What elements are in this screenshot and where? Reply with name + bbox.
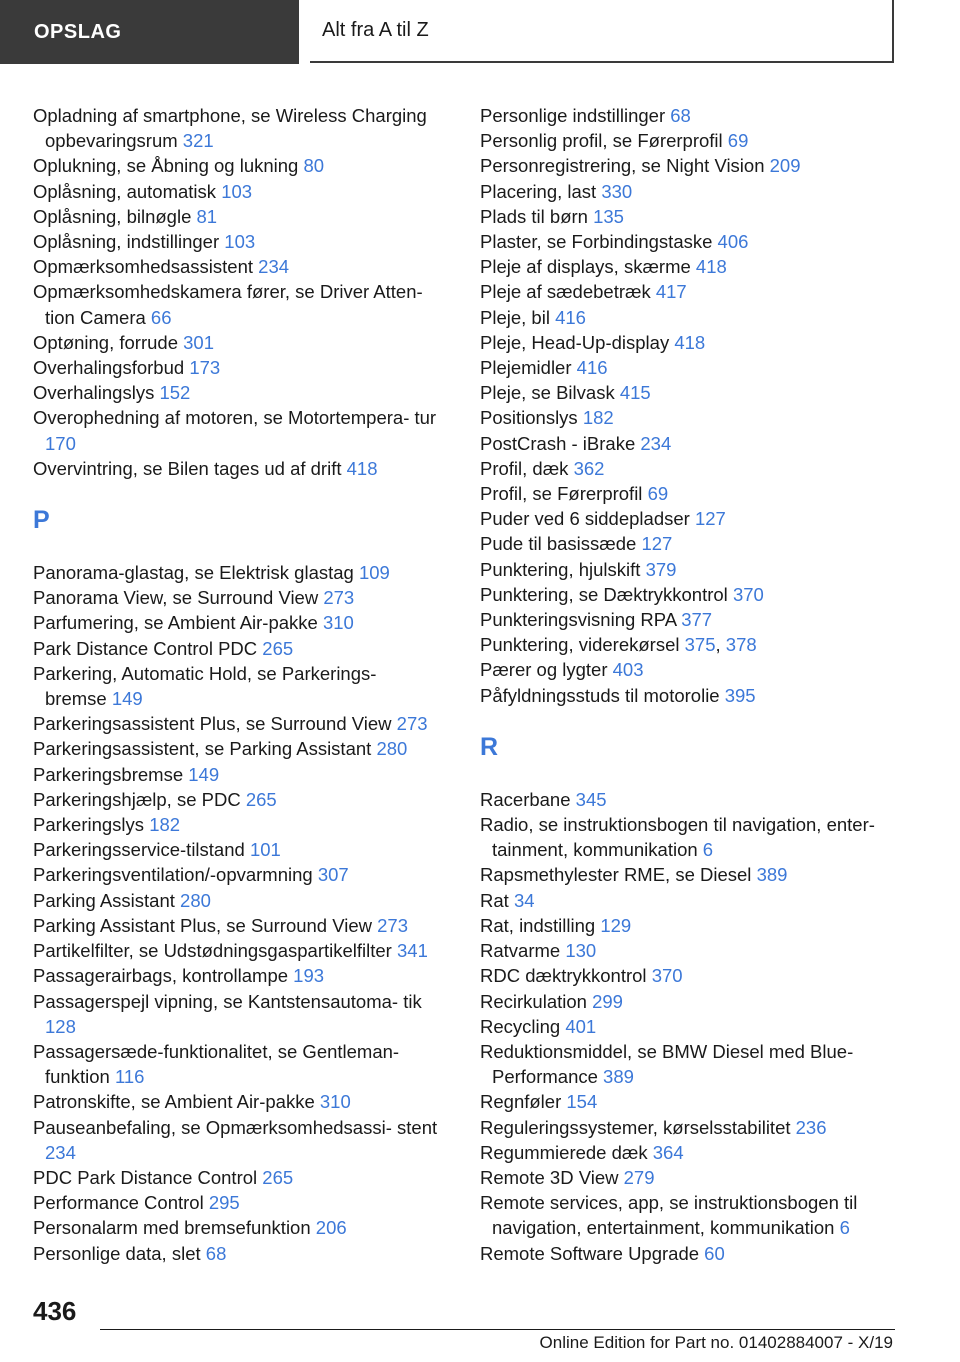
chapter-header <box>310 0 894 63</box>
index-entry-text: Personregistrering, se Night Vision <box>480 155 765 177</box>
page-reference-link[interactable]: 127 <box>641 533 673 555</box>
index-entry <box>480 787 895 812</box>
page-reference-link[interactable]: 377 <box>681 609 713 631</box>
page-number: 436 <box>33 1296 77 1326</box>
index-entry-text: Oplukning, se Åbning og lukning <box>33 155 299 177</box>
section-tab <box>0 0 299 64</box>
index-entry <box>480 355 895 380</box>
page-reference-link[interactable]: 395 <box>724 684 756 706</box>
page-reference-link[interactable]: 103 <box>221 180 253 202</box>
index-entry-text: Punktering, se Dæktrykkontrol <box>480 583 728 605</box>
index-entry-text: Parfumering, se Ambient Air-pakke <box>33 612 318 634</box>
index-entry <box>33 179 443 204</box>
page-reference-link[interactable]: 130 <box>565 940 597 962</box>
page-reference-link[interactable]: 279 <box>623 1166 655 1188</box>
index-column-left <box>33 103 443 1266</box>
index-entry <box>480 888 895 913</box>
index-entry-text: Regummierede dæk <box>480 1141 648 1163</box>
index-entry-text: Punkteringsvisning RPA <box>480 609 677 631</box>
index-entry-text: Pauseanbefaling, se Opmærksomhedsassi‐ stent <box>33 1116 438 1138</box>
index-entry-text: Panorama-glastag, se Elektrisk glastag <box>33 562 354 584</box>
page-reference-link[interactable]: 68 <box>670 105 691 126</box>
page-reference-link[interactable]: 307 <box>317 864 349 886</box>
index-entry-text: Ratvarme <box>480 940 561 962</box>
page-reference-link[interactable]: 34 <box>513 889 535 911</box>
index-entry-text: Pleje af displays, skærme <box>480 256 691 278</box>
page-reference-link[interactable]: 69 <box>647 483 669 505</box>
index-entry <box>480 657 895 682</box>
index-entry <box>33 279 443 329</box>
index-entry-text: Pleje af sædebetræk <box>480 281 651 303</box>
page-reference-link[interactable]: 330 <box>601 180 633 202</box>
index-entry <box>33 585 443 610</box>
index-entry <box>33 229 443 254</box>
index-entry <box>480 506 895 531</box>
index-entry-text: Oplåsning, bilnøgle <box>33 205 192 227</box>
index-entry-text: Regnføler <box>480 1091 562 1113</box>
index-entry <box>33 963 443 988</box>
index-entry <box>480 913 895 938</box>
index-entry-text: Plejemidler <box>480 357 572 379</box>
page-reference-link[interactable]: 66 <box>150 306 172 328</box>
index-entry <box>33 989 443 1039</box>
index-entry-text: RDC dæktrykkontrol <box>480 965 647 987</box>
index-entry <box>480 153 895 178</box>
index-entry <box>33 736 443 761</box>
index-entry <box>33 560 443 585</box>
index-entry-text: Rat, indstilling <box>480 914 596 936</box>
index-entry <box>480 1165 895 1190</box>
index-entry <box>480 456 895 481</box>
index-entry <box>33 1089 443 1114</box>
index-entry-text: Recycling <box>480 1015 561 1037</box>
index-entry-text: Parking Assistant Plus, se Surround View <box>33 914 372 936</box>
index-entry-text: Parking Assistant <box>33 889 175 911</box>
index-entry <box>480 557 895 582</box>
index-entry-text: Radio, se instruktionsbogen til navigation, enter‐ tainment, kommunikation <box>480 814 875 861</box>
index-entry <box>33 1165 443 1190</box>
index-entry <box>480 1039 895 1089</box>
index-entry <box>33 103 443 153</box>
page-reference-link[interactable]: 265 <box>262 637 294 659</box>
index-entry-text: PostCrash - iBrake <box>480 432 636 454</box>
page-reference-link[interactable]: 128 <box>45 1015 76 1037</box>
page-reference-link[interactable]: 6 <box>702 839 714 861</box>
page-reference-link[interactable]: 310 <box>322 612 354 634</box>
page-reference-link[interactable]: 401 <box>565 1015 597 1037</box>
index-entry-text: Parkeringslys <box>33 814 145 836</box>
index-entry <box>480 1190 895 1240</box>
index-entry <box>33 862 443 887</box>
page-reference-link[interactable]: 103 <box>224 231 256 253</box>
index-entry-text: Profil, se Førerprofil <box>480 483 643 505</box>
index-entry-text: Pleje, bil <box>480 306 550 328</box>
index-entry <box>480 229 895 254</box>
index-entry-text: Rat <box>480 889 509 911</box>
page-reference-link[interactable]: 375 <box>684 634 716 656</box>
page-separator: , <box>715 634 721 656</box>
page-reference-link[interactable]: 418 <box>695 256 727 278</box>
index-entry <box>33 762 443 787</box>
index-entry <box>33 888 443 913</box>
page-reference-link[interactable]: 109 <box>358 562 390 584</box>
page-reference-link[interactable]: 154 <box>566 1091 598 1113</box>
index-entry-text: Passagersæde-funktionalitet, se Gentleman‐ funktion <box>33 1040 400 1088</box>
page-reference-link[interactable]: 81 <box>196 205 218 227</box>
page-reference-link[interactable]: 6 <box>839 1217 850 1239</box>
index-entry-text: Plaster, se Forbindingstaske <box>480 231 713 253</box>
index-entry <box>480 963 895 988</box>
page-reference-link[interactable]: 173 <box>189 357 221 379</box>
page-reference-link[interactable]: 389 <box>603 1066 634 1088</box>
index-entry-text: Personlige indstillinger <box>480 105 666 126</box>
index-entry-text: Positionslys <box>480 407 578 429</box>
index-entry <box>480 431 895 456</box>
index-entry <box>33 913 443 938</box>
index-entry-text: Partikelfilter, se Udstødningsgaspartikelfilter <box>33 940 392 962</box>
index-entry <box>33 330 443 355</box>
index-entry-text: Pude til basissæde <box>480 533 637 555</box>
index-entry-text: Oplåsning, indstillinger <box>33 231 220 253</box>
index-entry-text: Placering, last <box>480 180 597 202</box>
page-reference-link[interactable]: 193 <box>293 965 325 987</box>
page-reference-link[interactable]: 149 <box>111 688 143 710</box>
index-entry <box>33 380 443 405</box>
index-entry <box>33 837 443 862</box>
index-entry-text: Profil, dæk <box>480 457 569 479</box>
index-entry <box>480 1014 895 1039</box>
index-entry-text: Opladning af smartphone, se Wireless Charging opbevaringsrum <box>33 105 427 152</box>
index-entry-text: Plads til børn <box>480 205 588 227</box>
index-section-letter: R <box>480 732 499 761</box>
index-entry <box>480 405 895 430</box>
page-reference-link[interactable]: 310 <box>319 1091 351 1113</box>
index-entry-text: Personlig profil, se Førerprofil <box>480 130 723 152</box>
page-reference-link[interactable]: 364 <box>652 1141 684 1163</box>
index-entry-text: Passagerairbags, kontrollampe <box>33 965 289 987</box>
index-entry-text: Optøning, forrude <box>33 331 178 353</box>
index-entry-text: Pleje, Head-Up-display <box>480 331 670 353</box>
index-entry-text: Overophedning af motoren, se Motortempera‐ tur <box>33 407 437 429</box>
index-entry <box>33 812 443 837</box>
index-entry <box>480 683 895 708</box>
page-reference-link[interactable]: 418 <box>674 331 706 353</box>
footer-divider <box>100 1329 895 1330</box>
index-column-right <box>480 103 895 1266</box>
index-entry <box>33 1241 443 1266</box>
page-reference-link[interactable]: 80 <box>303 155 325 177</box>
page-reference-link[interactable]: 135 <box>593 205 624 227</box>
index-entry <box>33 1215 443 1240</box>
page-reference-link[interactable]: 379 <box>645 558 677 580</box>
page-reference-link[interactable]: 362 <box>573 457 605 479</box>
index-entry-text: Punktering, viderekørsel <box>480 634 680 656</box>
page-reference-link[interactable]: 301 <box>183 331 215 353</box>
page-reference-link[interactable]: 345 <box>575 788 607 810</box>
index-entry-text: Parkeringsbremse <box>33 763 184 785</box>
index-entry-text: Oplåsning, automatisk <box>33 180 217 202</box>
page-reference-link[interactable]: 299 <box>592 990 623 1012</box>
page-reference-link[interactable]: 321 <box>182 130 214 152</box>
index-entry <box>480 279 895 304</box>
index-entry <box>33 355 443 380</box>
index-entry <box>480 607 895 632</box>
index-entry-text: Park Distance Control PDC <box>33 637 258 659</box>
index-entry <box>33 1115 443 1165</box>
index-entry-text: Pleje, se Bilvask <box>480 382 615 404</box>
index-entry <box>33 711 443 736</box>
page-reference-link[interactable]: 206 <box>315 1217 347 1239</box>
index-entry-text: Parkeringsventilation/-opvarmning <box>33 864 313 886</box>
index-entry <box>480 103 895 128</box>
index-entry <box>480 1241 895 1266</box>
page-reference-link[interactable]: 378 <box>725 634 757 656</box>
index-entry-text: Parkeringsassistent Plus, se Surround View <box>33 713 392 735</box>
page-reference-link[interactable]: 273 <box>396 713 428 735</box>
index-entry <box>480 531 895 556</box>
page-reference-link[interactable]: 370 <box>651 965 683 987</box>
index-entry <box>480 204 895 229</box>
index-entry <box>33 938 443 963</box>
page-reference-link[interactable]: 415 <box>619 382 651 404</box>
index-entry-text: Parkeringsassistent, se Parking Assistant <box>33 738 372 760</box>
page-reference-link[interactable]: 406 <box>717 231 749 253</box>
index-entry-text: Patronskifte, se Ambient Air-pakke <box>33 1091 315 1113</box>
page-reference-link[interactable]: 295 <box>208 1192 240 1214</box>
index-entry <box>33 636 443 661</box>
index-entry-text: PDC Park Distance Control <box>33 1166 258 1188</box>
page-reference-link[interactable]: 370 <box>732 583 764 605</box>
index-entry <box>33 254 443 279</box>
page-reference-link[interactable]: 265 <box>262 1166 294 1188</box>
page-reference-link[interactable]: 182 <box>582 407 614 429</box>
index-entry <box>480 305 895 330</box>
index-entry <box>480 128 895 153</box>
page-reference-link[interactable]: 234 <box>258 256 290 278</box>
index-entry <box>480 1115 895 1140</box>
index-entry-text: Remote 3D View <box>480 1166 619 1188</box>
index-entry-text: Parkering, Automatic Hold, se Parkerings‐ bremse <box>33 662 377 710</box>
section-label: OPSLAG <box>34 20 122 43</box>
index-entry <box>480 938 895 963</box>
index-entry-text: Puder ved 6 siddepladser <box>480 508 690 530</box>
index-entry <box>33 405 443 455</box>
page-reference-link[interactable]: 416 <box>576 357 608 379</box>
page-reference-link[interactable]: 69 <box>727 130 749 152</box>
page-reference-link[interactable]: 418 <box>346 457 378 479</box>
page-reference-link[interactable]: 280 <box>180 889 211 911</box>
index-entry-text: Punktering, hjulskift <box>480 558 641 580</box>
page-reference-link[interactable]: 101 <box>249 839 281 861</box>
index-entry-text: Personlige data, slet <box>33 1242 201 1264</box>
page-reference-link[interactable]: 389 <box>756 864 788 886</box>
index-entry <box>480 989 895 1014</box>
index-entry-text: Overhalingslys <box>33 382 155 404</box>
page-reference-link[interactable]: 68 <box>205 1242 227 1264</box>
index-entry-text: Overvintring, se Bilen tages ud af drift <box>33 457 342 479</box>
index-section-letter: P <box>33 506 50 535</box>
index-entry-text: Reduktionsmiddel, se BMW Diesel med Blue‐ Performance <box>480 1040 854 1088</box>
page-reference-link[interactable]: 280 <box>376 738 408 760</box>
index-entry <box>480 330 895 355</box>
page-reference-link[interactable]: 149 <box>188 763 220 785</box>
page-reference-link[interactable]: 152 <box>159 382 191 404</box>
index-entry <box>33 610 443 635</box>
index-entry-text: Parkeringsservice-tilstand <box>33 839 245 861</box>
page-reference-link[interactable]: 116 <box>114 1066 145 1088</box>
index-entry <box>480 862 895 887</box>
index-entry <box>33 204 443 229</box>
edition-note: Online Edition for Part no. 01402884007 - X/19 <box>539 1333 893 1352</box>
page-reference-link[interactable]: 273 <box>377 914 409 936</box>
index-entry <box>33 456 443 481</box>
page-reference-link[interactable]: 273 <box>323 587 355 609</box>
page-reference-link[interactable]: 209 <box>769 155 801 177</box>
index-entry <box>480 254 895 279</box>
index-entry <box>480 1089 895 1114</box>
index-entry-text: Passagerspejl vipning, se Kantstensautoma‐ tik <box>33 990 422 1012</box>
page-reference-link[interactable]: 234 <box>640 432 672 454</box>
index-entry-text: Recirkulation <box>480 990 587 1012</box>
index-entry <box>480 380 895 405</box>
page-reference-link[interactable]: 341 <box>397 940 428 962</box>
index-entry <box>33 661 443 711</box>
index-entry <box>480 582 895 607</box>
index-entry-text: Opmærksomhedsassistent <box>33 256 254 278</box>
index-entry-text: Påfyldningsstuds til motorolie <box>480 684 720 706</box>
index-entry-text: Pærer og lygter <box>480 659 608 681</box>
index-entry-text: Racerbane <box>480 788 571 810</box>
index-entry <box>480 179 895 204</box>
index-entry <box>480 1140 895 1165</box>
index-entry <box>33 153 443 178</box>
chapter-title: Alt fra A til Z <box>322 19 429 41</box>
index-entry-text: Panorama View, se Surround View <box>33 587 319 609</box>
index-entry-text: Remote services, app, se instruktionsbogen til navigation, entertainment, kommunikation <box>480 1192 858 1239</box>
index-entry <box>33 1190 443 1215</box>
index-entry-text: Rapsmethylester RME, se Diesel <box>480 864 752 886</box>
page-reference-link[interactable]: 127 <box>694 508 726 530</box>
page-reference-link[interactable]: 416 <box>555 306 586 328</box>
index-entry-text: Opmærksomhedskamera fører, se Driver Atten‐ tion Camera <box>33 281 423 328</box>
index-entry <box>480 632 895 657</box>
page-reference-link[interactable]: 60 <box>704 1242 725 1264</box>
page-reference-link[interactable]: 403 <box>612 659 644 681</box>
index-entry-text: Remote Software Upgrade <box>480 1242 700 1264</box>
page-reference-link[interactable]: 170 <box>45 432 76 454</box>
page-reference-link[interactable]: 234 <box>45 1141 76 1163</box>
index-entry-text: Overhalingsforbud <box>33 357 185 379</box>
index-entry-text: Personalarm med bremsefunktion <box>33 1217 311 1239</box>
page-reference-link[interactable]: 182 <box>149 814 181 836</box>
index-entry-text: Reguleringssystemer, kørselsstabilitet <box>480 1116 791 1138</box>
page-reference-link[interactable]: 265 <box>245 788 277 810</box>
index-entry <box>480 812 895 862</box>
page-reference-link[interactable]: 129 <box>600 914 632 936</box>
page-reference-link[interactable]: 236 <box>795 1116 827 1138</box>
index-entry <box>480 481 895 506</box>
index-entry-text: Parkeringshjælp, se PDC <box>33 788 241 810</box>
index-entry <box>33 1039 443 1089</box>
page-reference-link[interactable]: 417 <box>655 281 687 303</box>
index-entry-text: Performance Control <box>33 1192 204 1214</box>
index-entry <box>33 787 443 812</box>
